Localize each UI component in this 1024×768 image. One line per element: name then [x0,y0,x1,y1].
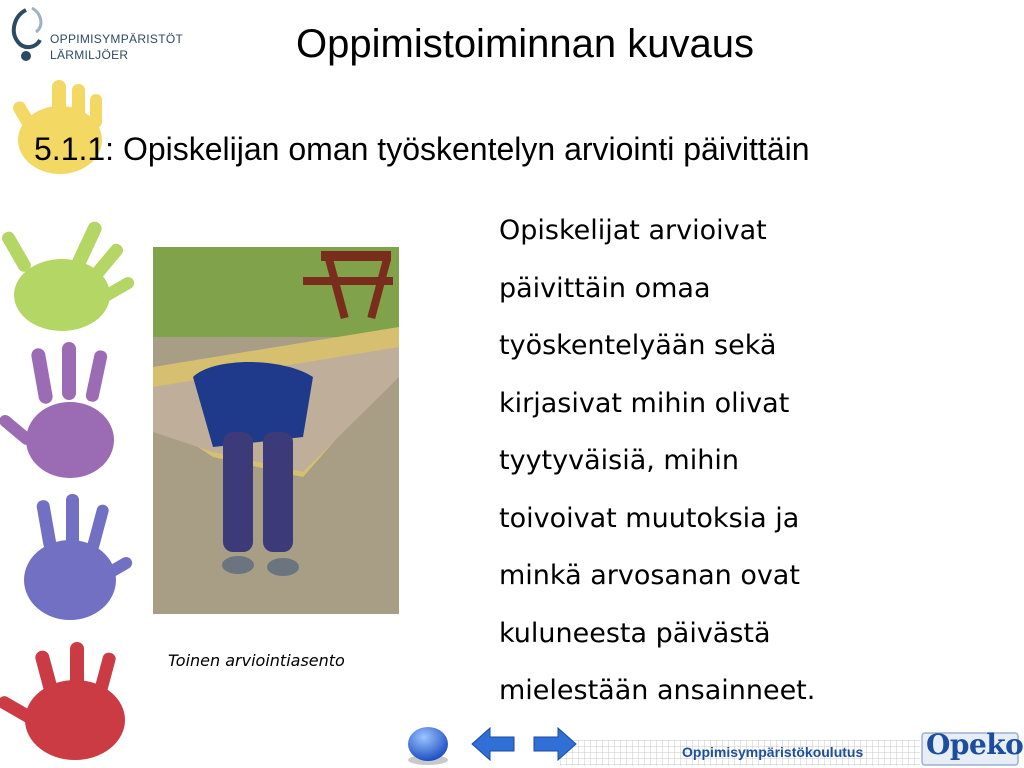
hammock-photo [153,247,399,614]
home-circle-icon [408,727,448,761]
logo-text-line1: OPPIMISYMPÄRISTÖT [50,32,184,46]
green-hand-icon [0,219,136,331]
home-button[interactable] [400,724,452,768]
body-line: toivoivat muutoksia ja [499,502,800,534]
body-text [499,202,899,720]
red-hand-icon [0,642,125,760]
photo-caption: Toinen arviointiasento [168,651,345,670]
forward-arrow-icon [534,728,576,760]
back-arrow-icon [472,728,514,760]
logo [6,6,196,68]
forward-button[interactable] [532,724,578,768]
blue-hand-icon [24,494,134,620]
slide-subtitle: 5.1.1: Opiskelijan oman työskentelyn arviointi päivittäin [34,131,810,167]
body-line: Opiskelijat arvioivat [499,215,767,246]
opeko-brand: Opeko [926,728,1024,761]
hand-prints-decoration [0,80,150,768]
body-line: minkä arvosanan ovat [499,560,800,591]
purple-hand-icon [0,342,114,478]
body-line: päivittäin omaa [499,272,711,304]
body-line: työskentelyään sekä [499,330,777,361]
body-line: mielestään ansainneet. [499,675,816,706]
slide-title: Oppimistoiminnan kuvaus [296,22,754,66]
logo-text-line2: LÄRMILJÖER [50,48,129,62]
body-line: kuluneesta päivästä [499,617,771,649]
body-line: tyytyväisiä, mihin [499,445,739,476]
back-button[interactable] [470,724,516,768]
body-line: kirjasivat mihin olivat [499,387,790,419]
logo-swirl-icon [6,6,46,64]
footer-label: Oppimisympäristökoulutus [682,744,864,760]
